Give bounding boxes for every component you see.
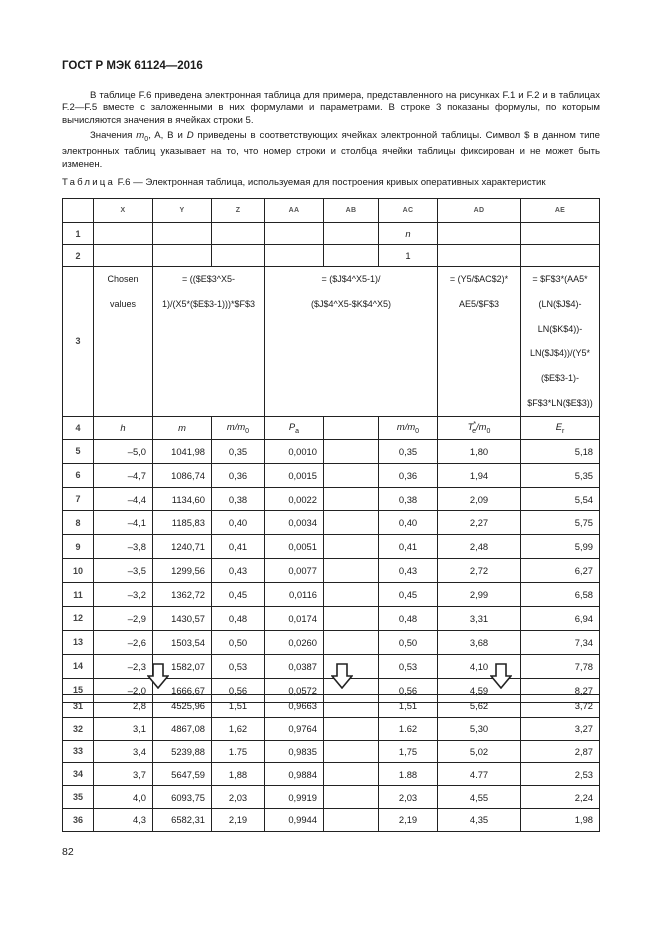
table-row — [63, 740, 600, 763]
table-row — [63, 607, 600, 631]
cell-m-m0: 0,50 — [212, 630, 265, 654]
cell-m-m0: 0,40 — [212, 511, 265, 535]
row-number: 14 — [63, 654, 94, 678]
cell-h: –3,5 — [94, 559, 153, 583]
down-arrow-icon — [147, 663, 169, 689]
cell-er: 5,54 — [521, 487, 600, 511]
cell-m: 1086,74 — [153, 463, 212, 487]
cell — [521, 245, 600, 267]
cell-te: 1,94 — [438, 463, 521, 487]
cell-m: 1666,67 — [153, 678, 212, 702]
table-row — [63, 786, 600, 809]
cell-te: 4,35 — [438, 808, 521, 831]
col-header-ac: AC — [379, 199, 438, 223]
cell-empty — [324, 740, 379, 763]
cell-te: 2,48 — [438, 535, 521, 559]
head-ad-sub: e — [472, 427, 477, 435]
row-number: 36 — [63, 808, 94, 831]
cell-empty — [324, 763, 379, 786]
cell-m: 1582,07 — [153, 654, 212, 678]
p2-m: m — [136, 130, 145, 141]
cell-pa: 0,0010 — [265, 439, 324, 463]
cell — [212, 223, 265, 245]
head-m-m0-2 — [379, 416, 438, 439]
cell-te: 2,09 — [438, 487, 521, 511]
cell-m-m0-2: 1,51 — [379, 695, 438, 718]
cell-er: 1,98 — [521, 808, 600, 831]
cell-n: n — [379, 223, 438, 245]
cell-m-m0: 0,56 — [212, 678, 265, 702]
cell-m: 4867,08 — [153, 717, 212, 740]
cell-er: 7,78 — [521, 654, 600, 678]
row-number: 15 — [63, 678, 94, 702]
cell-m-m0: 0,38 — [212, 487, 265, 511]
cell-m-m0: 1,62 — [212, 717, 265, 740]
page-number: 82 — [62, 846, 74, 858]
cell-te: 4.77 — [438, 763, 521, 786]
cell-m-m0-2: 0,35 — [379, 439, 438, 463]
head-z-sub: 0 — [245, 427, 250, 435]
table-row — [63, 559, 600, 583]
col-header-x: X — [94, 199, 153, 223]
cell — [265, 245, 324, 267]
table-row — [63, 583, 600, 607]
cell-h: –2,3 — [94, 654, 153, 678]
cell — [153, 245, 212, 267]
cell-h: –4,7 — [94, 463, 153, 487]
head-ad-t: T — [467, 420, 474, 432]
cell-er: 2,53 — [521, 763, 600, 786]
head-aa-sub: a — [295, 427, 300, 435]
cell-m-m0: 2,03 — [212, 786, 265, 809]
cell-m: 1430,57 — [153, 607, 212, 631]
row-number: 3 — [63, 267, 94, 417]
cell-m-m0: 0,48 — [212, 607, 265, 631]
cell-te: 3,68 — [438, 630, 521, 654]
cell-m: 6582,31 — [153, 808, 212, 831]
cell-m: 1362,72 — [153, 583, 212, 607]
table-row — [63, 808, 600, 831]
table-row — [63, 487, 600, 511]
cell-er: 2,87 — [521, 740, 600, 763]
column-header-row — [63, 199, 600, 223]
cell-h: 4,3 — [94, 808, 153, 831]
cell-m-m0: 0,41 — [212, 535, 265, 559]
cell-te: 1,80 — [438, 439, 521, 463]
caption-label: Таблица — [62, 177, 116, 188]
cell — [153, 223, 212, 245]
cell-h: –3,2 — [94, 583, 153, 607]
table-row — [63, 511, 600, 535]
document-header: ГОСТ Р МЭК 61124—2016 — [62, 60, 203, 72]
cell-empty — [324, 535, 379, 559]
cell-pa: 0,0034 — [265, 511, 324, 535]
cell-pa: 0,9835 — [265, 740, 324, 763]
cell-er: 2,24 — [521, 786, 600, 809]
head-pa — [265, 416, 324, 439]
cell-m: 1299,56 — [153, 559, 212, 583]
cell — [324, 223, 379, 245]
cell-pa: 0,0015 — [265, 463, 324, 487]
spreadsheet-table-bottom — [62, 694, 600, 832]
p2-text-b: , A, B и — [148, 130, 187, 141]
cell-m-m0-2: 1,75 — [379, 740, 438, 763]
head-te — [438, 416, 521, 439]
formula-x: Chosen values — [94, 267, 153, 417]
cell-empty — [324, 717, 379, 740]
row-number: 1 — [63, 223, 94, 245]
head-m-m0 — [212, 416, 265, 439]
cell-m-m0: 1,51 — [212, 695, 265, 718]
table-row — [63, 630, 600, 654]
cell-m-m0: 0,43 — [212, 559, 265, 583]
cell-empty — [324, 487, 379, 511]
cell-pa: 0,0022 — [265, 487, 324, 511]
cell — [94, 223, 153, 245]
cell-m-m0-2: 0,48 — [379, 607, 438, 631]
cell — [94, 245, 153, 267]
row-number: 32 — [63, 717, 94, 740]
p2-sub: 0 — [144, 135, 149, 143]
cell-m-m0-2: 1.88 — [379, 763, 438, 786]
row-number: 34 — [63, 763, 94, 786]
cell-er: 7,34 — [521, 630, 600, 654]
down-arrow-icon — [490, 663, 512, 689]
cell-empty — [324, 808, 379, 831]
cell-empty — [324, 463, 379, 487]
col-header-ae: AE — [521, 199, 600, 223]
cell-m-m0: 1.75 — [212, 740, 265, 763]
cell — [265, 223, 324, 245]
cell-m-m0-2: 0,38 — [379, 487, 438, 511]
cell-m-m0-2: 0,56 — [379, 678, 438, 702]
p2-text-c: приведены в соответствующих ячейках электронной таблицы. Символ $ в данном типе электронных таблиц указывает на то, что номер строки и столбца ячейки таблицы фиксирован и не может быть изменен. — [62, 130, 600, 170]
cell-empty — [324, 511, 379, 535]
cell-m-m0: 1,88 — [212, 763, 265, 786]
cell-m: 1240,71 — [153, 535, 212, 559]
cell-m: 1041,98 — [153, 439, 212, 463]
cell-pa: 0,0572 — [265, 678, 324, 702]
row-number: 6 — [63, 463, 94, 487]
cell-er: 8,27 — [521, 678, 600, 702]
formula-yz: = (($E$3^X5- 1)/(X5*($E$3-1)))*$F$3 — [153, 267, 265, 417]
cell-pa: 0,0260 — [265, 630, 324, 654]
cell-m-m0: 0,53 — [212, 654, 265, 678]
row-number: 11 — [63, 583, 94, 607]
col-header-ab: AB — [324, 199, 379, 223]
cell-empty — [324, 439, 379, 463]
cell-pa: 0,9764 — [265, 717, 324, 740]
cell — [438, 245, 521, 267]
cell-er: 6,94 — [521, 607, 600, 631]
head-aa-p: P — [288, 420, 296, 432]
cell-er: 5,35 — [521, 463, 600, 487]
cell-er: 5,75 — [521, 511, 600, 535]
head-h: h — [94, 416, 153, 439]
col-header-aa: AA — [265, 199, 324, 223]
cell-h: –3,8 — [94, 535, 153, 559]
cell-m: 1185,83 — [153, 511, 212, 535]
formula-ad: = (Y5/$AC$2)* AE5/$F$3 — [438, 267, 521, 417]
row-number: 10 — [63, 559, 94, 583]
cell-h: –2,0 — [94, 678, 153, 702]
row-number: 12 — [63, 607, 94, 631]
cell-m-m0: 2,19 — [212, 808, 265, 831]
table-row — [63, 463, 600, 487]
cell-pa: 0,0051 — [265, 535, 324, 559]
cell-m-m0-2: 0,53 — [379, 654, 438, 678]
cell — [324, 416, 379, 439]
cell-te: 3,31 — [438, 607, 521, 631]
cell-m: 1503,54 — [153, 630, 212, 654]
values-paragraph — [62, 130, 600, 171]
cell-m-m0-2: 2,19 — [379, 808, 438, 831]
down-arrow-icon — [331, 663, 353, 689]
head-er — [521, 416, 600, 439]
cell-h: –4,1 — [94, 511, 153, 535]
cell-er: 5,18 — [521, 439, 600, 463]
table-row — [63, 717, 600, 740]
cell-pa: 0,0387 — [265, 654, 324, 678]
cell-er: 5,99 — [521, 535, 600, 559]
table-row — [63, 535, 600, 559]
cell-empty — [324, 630, 379, 654]
cell-empty — [324, 583, 379, 607]
head-ac-sub: 0 — [415, 427, 420, 435]
cell-m-m0-2: 2,03 — [379, 786, 438, 809]
row-number: 13 — [63, 630, 94, 654]
cell-empty — [324, 559, 379, 583]
spreadsheet-table-top — [62, 198, 600, 703]
cell — [521, 223, 600, 245]
cell-pa: 0,0077 — [265, 559, 324, 583]
formula-aa: = ($J$4^X5-1)/ ($J$4^X5-$K$4^X5) — [265, 267, 438, 417]
p2-text-a: Значения — [90, 130, 137, 141]
cell — [212, 245, 265, 267]
row-number: 4 — [63, 416, 94, 439]
cell-empty — [324, 695, 379, 718]
cell-pa: 0,9919 — [265, 786, 324, 809]
cell-er: 3,72 — [521, 695, 600, 718]
col-header-y: Y — [153, 199, 212, 223]
table-caption — [62, 177, 546, 188]
cell-h: 3,7 — [94, 763, 153, 786]
cell-h: –4,4 — [94, 487, 153, 511]
cell-te: 2,72 — [438, 559, 521, 583]
cell-te: 5,02 — [438, 740, 521, 763]
cell-er: 6,58 — [521, 583, 600, 607]
row-number: 9 — [63, 535, 94, 559]
cell-h: –2,9 — [94, 607, 153, 631]
cell-m-m0: 0,36 — [212, 463, 265, 487]
cell-h: 4,0 — [94, 786, 153, 809]
col-header-z: Z — [212, 199, 265, 223]
cell-empty — [324, 786, 379, 809]
cell-te: 2,99 — [438, 583, 521, 607]
corner-cell — [63, 199, 94, 223]
cell-pa: 0,9884 — [265, 763, 324, 786]
formula-ae: = $F$3*(AA5* (LN($J$4)- LN($K$4))- LN($J$4))/(Y5* ($E$3-1)- $F$3*LN($E$3)) — [521, 267, 600, 417]
col-header-ad: AD — [438, 199, 521, 223]
table-row — [63, 763, 600, 786]
head-ac-m: m/m — [396, 420, 416, 432]
row-4-headers — [63, 416, 600, 439]
cell-h: 3,4 — [94, 740, 153, 763]
cell-m: 1134,60 — [153, 487, 212, 511]
cell-m-m0-2: 1.62 — [379, 717, 438, 740]
cell-empty — [324, 607, 379, 631]
row-number: 5 — [63, 439, 94, 463]
row-number: 35 — [63, 786, 94, 809]
table-row — [63, 439, 600, 463]
head-z-m: m/m — [226, 420, 246, 432]
cell-te: 4,10 — [438, 654, 521, 678]
cell — [324, 245, 379, 267]
cell-m-m0-2: 0,43 — [379, 559, 438, 583]
head-ad-sup: * — [473, 420, 477, 428]
intro-paragraph: В таблице F.6 приведена электронная таблица для примера, представленного на рисунках F.1 и F.2 и в таблицах F.2—F.5 вместе с заложенными в них формулами и параметрами. В строке 3 показаны формулы, по которым вычисляются значения в ячейках строки 5. — [62, 90, 600, 126]
row-number: 33 — [63, 740, 94, 763]
cell-m-m0-2: 0,40 — [379, 511, 438, 535]
cell-pa: 0,9944 — [265, 808, 324, 831]
head-ae-e: E — [555, 420, 562, 432]
head-ae-sub: r — [561, 427, 565, 435]
row-number: 31 — [63, 695, 94, 718]
cell-er: 3,27 — [521, 717, 600, 740]
cell-te: 5,30 — [438, 717, 521, 740]
row-2 — [63, 245, 600, 267]
cell-te: 4,59 — [438, 678, 521, 702]
head-m: m — [153, 416, 212, 439]
cell-m-m0-2: 0,36 — [379, 463, 438, 487]
cell-m-m0-2: 0,50 — [379, 630, 438, 654]
cell-te: 5,62 — [438, 695, 521, 718]
row-number: 8 — [63, 511, 94, 535]
cell-pa: 0,0174 — [265, 607, 324, 631]
cell-one: 1 — [379, 245, 438, 267]
table-row — [63, 695, 600, 718]
cell-m: 6093,75 — [153, 786, 212, 809]
cell-h: –2,6 — [94, 630, 153, 654]
cell-h: –5,0 — [94, 439, 153, 463]
cell-pa: 0,9663 — [265, 695, 324, 718]
cell-m-m0: 0,45 — [212, 583, 265, 607]
row-1 — [63, 223, 600, 245]
row-number: 7 — [63, 487, 94, 511]
cell-er: 6,27 — [521, 559, 600, 583]
head-ad-sub2: 0 — [486, 427, 491, 435]
p2-d: D — [186, 130, 194, 141]
caption-text: F.6 — Электронная таблица, используемая для построения кривых оперативных характеристик — [115, 177, 546, 188]
cell-te: 4,55 — [438, 786, 521, 809]
row-3-formulas — [63, 267, 600, 417]
cell-m-m0-2: 0,45 — [379, 583, 438, 607]
cell-m: 4525,96 — [153, 695, 212, 718]
cell-h: 2,8 — [94, 695, 153, 718]
cell-pa: 0,0116 — [265, 583, 324, 607]
cell-m: 5647,59 — [153, 763, 212, 786]
cell-te: 2,27 — [438, 511, 521, 535]
cell — [438, 223, 521, 245]
cell-m-m0: 0,35 — [212, 439, 265, 463]
cell-m: 5239,88 — [153, 740, 212, 763]
cell-h: 3,1 — [94, 717, 153, 740]
row-number: 2 — [63, 245, 94, 267]
head-ad-rest: /m — [476, 420, 487, 432]
cell-m-m0-2: 0,41 — [379, 535, 438, 559]
